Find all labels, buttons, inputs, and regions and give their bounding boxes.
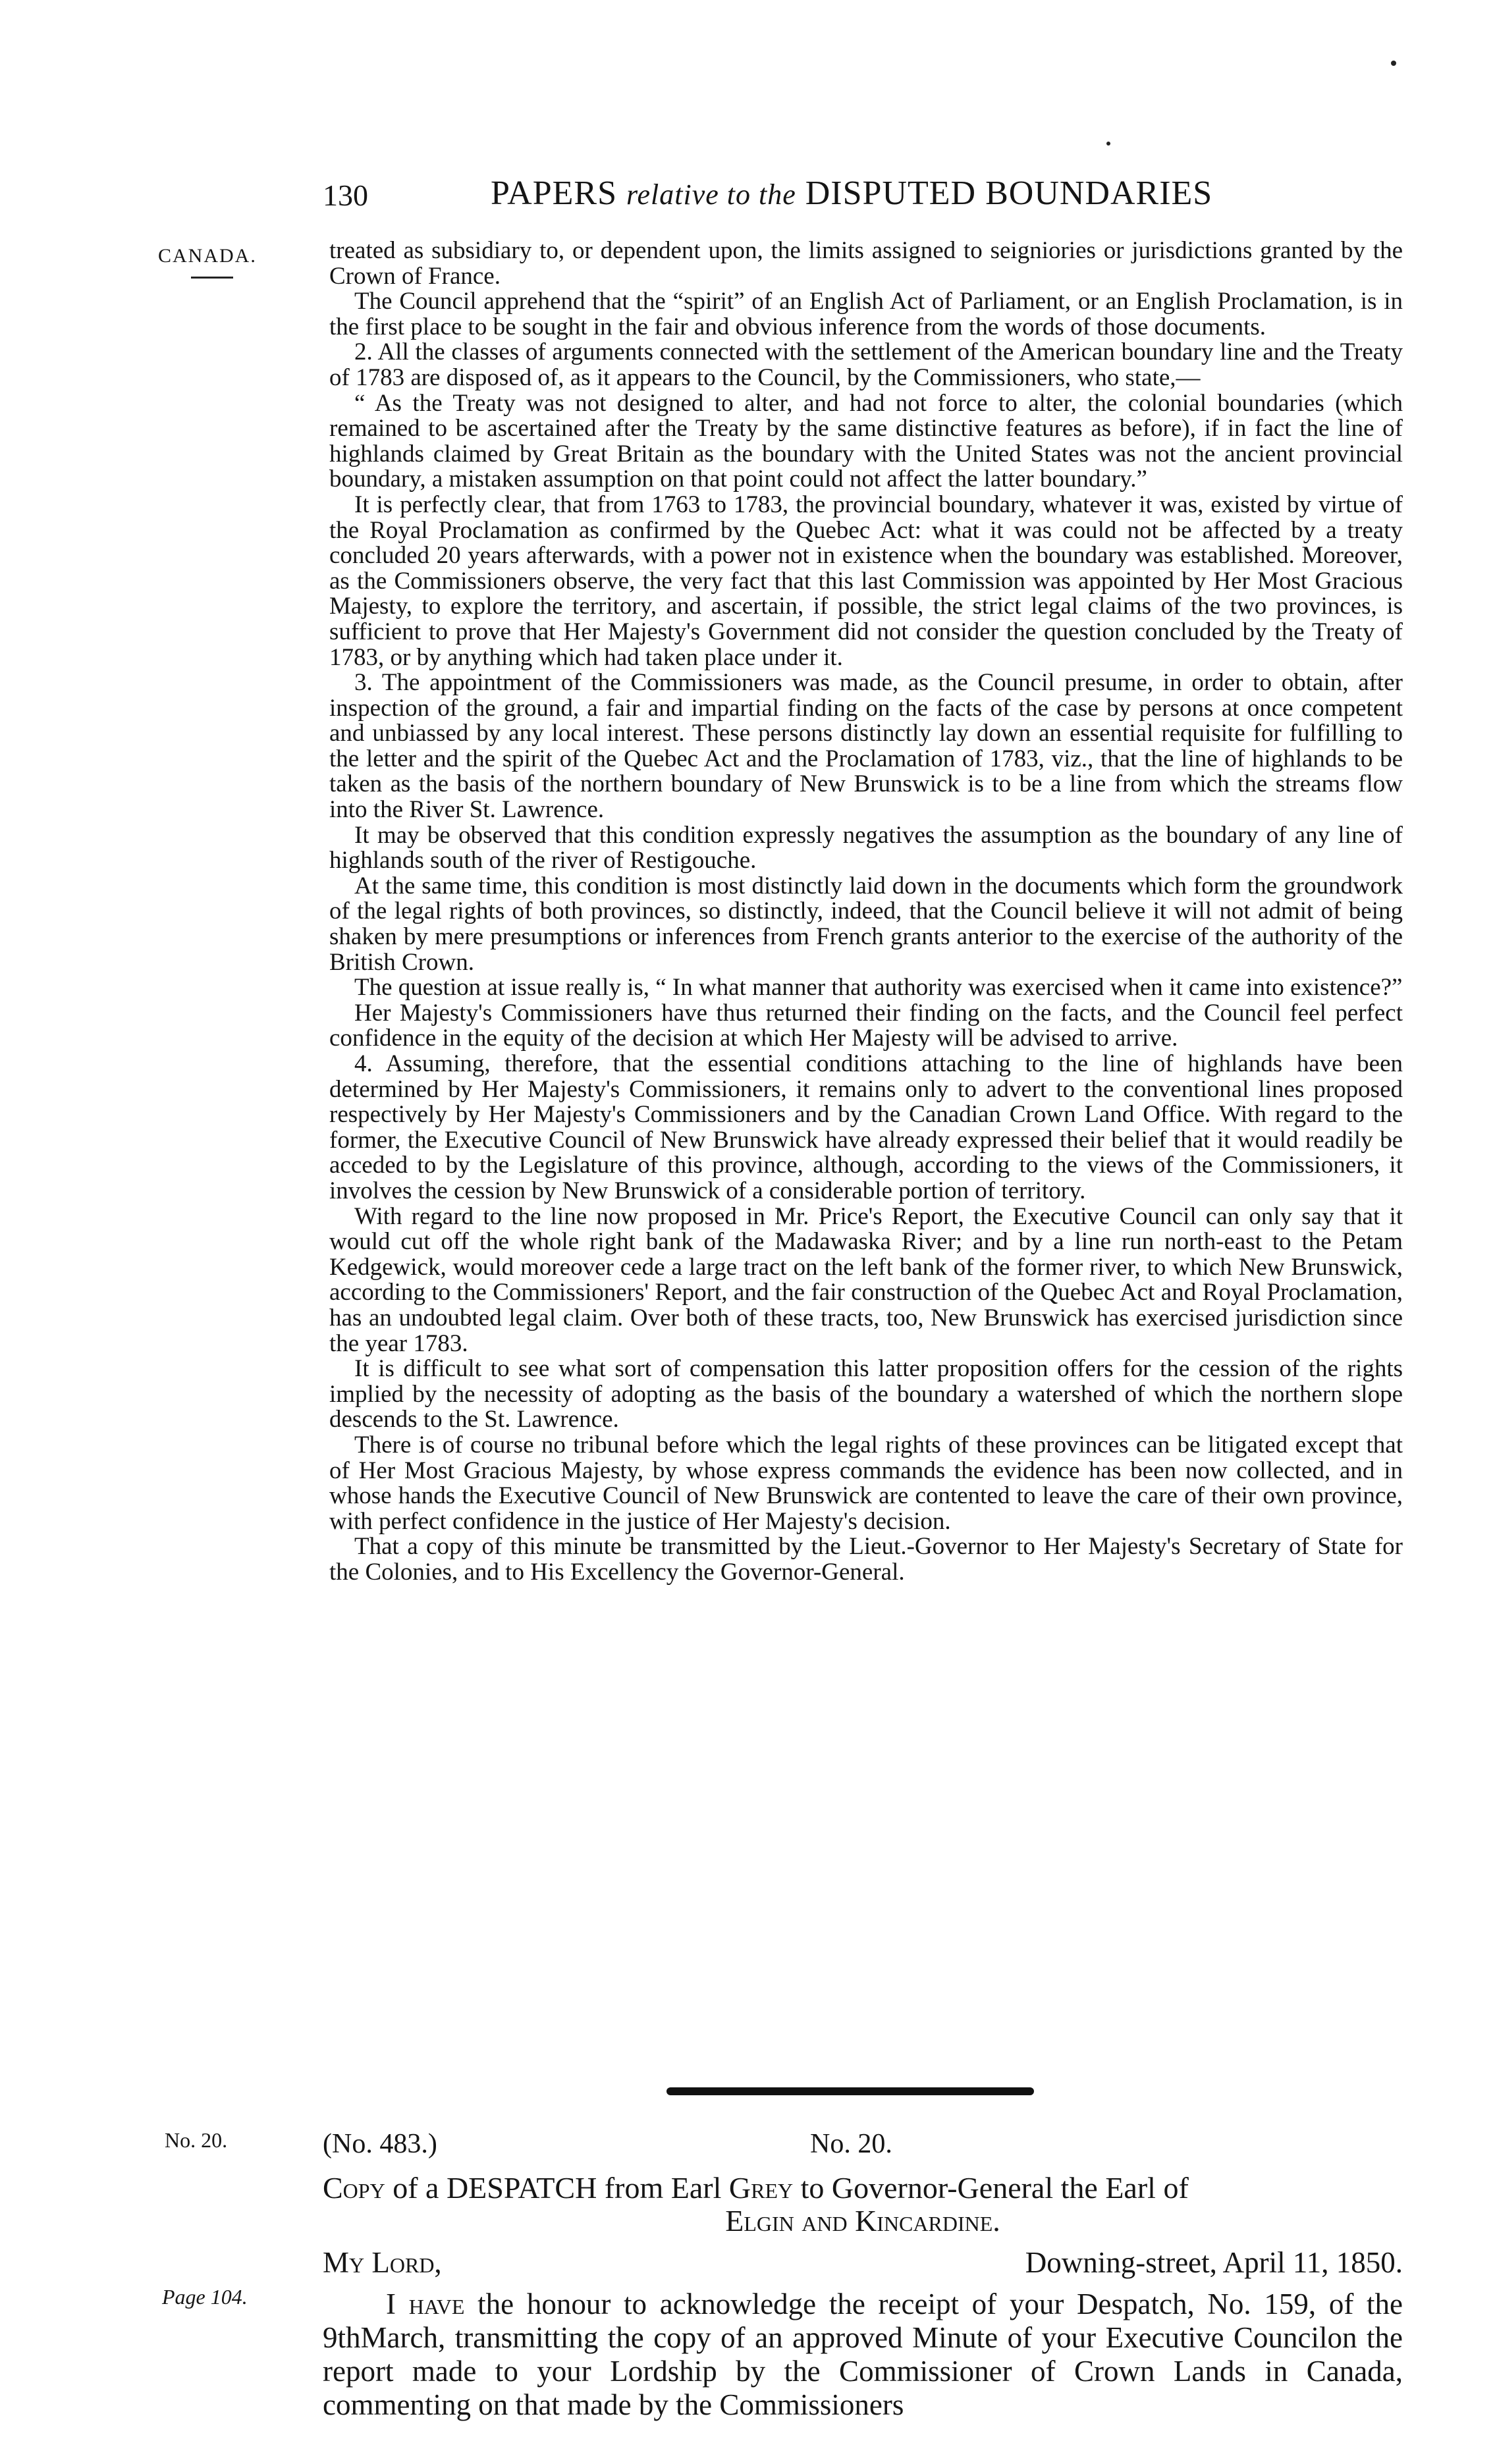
margin-rule — [191, 277, 233, 279]
page-speck — [1391, 61, 1396, 66]
heading-to: to Governor-General the Earl of — [800, 2171, 1189, 2205]
despatch-text — [323, 2288, 1403, 2422]
minute-paragraph: Her Majesty's Commissioners have thus returned their finding on the facts, and the Council feel perfect confidence in the equity of the decision at which Her Majesty will be advised to arrive. — [329, 999, 1403, 1052]
dateline: Downing-street, April 11, 1850. — [1025, 2246, 1403, 2279]
running-title — [491, 174, 1212, 213]
minute-paragraph: 4. Assuming, therefore, that the essential conditions attaching to the line of highlands have been determined by Her Majesty's Commissioners, it remains only to advert to the conventional lines proposed respectively by Her Majesty's Commissioners and by the Canadian Crown Land Office. With regard to the former, the Executive Council of New Brunswick have already expressed their belief that it would readily be acceded to by the Legislature of this province, although, according to the views of the Commissioners, it involves the cession by New Brunswick of a considerable portion of territory. — [329, 1050, 1403, 1204]
heading-from: from Earl — [604, 2171, 722, 2205]
page-number: 130 — [323, 178, 368, 212]
minute-paragraph: With regard to the line now proposed in Mr. Price's Report, the Executive Council can only say that it would cut off the whole right bank of the Madawaska River; and by a line run north-east to the Petam Kedgewick, would moreover cede a large tract on the left bank of the former river, to which New Brunswick, according to the Commissioners' Report, and the fair construction of the Quebec Act and Royal Proclamation, has an undoubted legal claim. Over both of these tracts, too, New Brunswick has exercised jurisdiction since the year 1783. — [329, 1202, 1403, 1357]
section-divider — [666, 2087, 1034, 2095]
running-title-italic: relative to the — [626, 178, 796, 211]
heading-copy: Copy — [323, 2171, 385, 2205]
minute-paragraph: It is perfectly clear, that from 1763 to 1783, the provincial boundary, whatever it was, existed by virtue of the Royal Proclamation as confirmed by the Quebec Act: what it was could not be affected by a treaty concluded 20 years afterwards, with a power not in existence when the boundary was established. Moreover, as the Commissioners observe, the very fact that this last Commission was appointed by Her Most Gracious Majesty, to explore the territory, and ascertain, if possible, the strict legal claims of the two provinces, is sufficient to prove that Her Majesty's Government did not consider the question concluded by the Treaty of 1783, or by anything which had taken place under it. — [329, 491, 1403, 671]
salutation-row — [323, 2245, 1403, 2282]
despatch-heading — [323, 2172, 1403, 2237]
minute-paragraph: 2. All the classes of arguments connected with the settlement of the American boundary line and the Treaty of 1783 are disposed of, as it appears to the Council, by the Commissioners, who state,— — [329, 338, 1403, 391]
running-title-start: PAPERS — [491, 174, 617, 212]
running-title-end: DISPUTED BOUNDARIES — [805, 174, 1213, 212]
minute-paragraph: There is of course no tribunal before which the legal rights of these provinces can be litigated except that of Her Most Gracious Majesty, by whose express commands the evidence has been now collected, and in whose hands the Executive Council of New Brunswick are contented to leave the care of their own province, with perfect confidence in the justice of Her Majesty's decision. — [329, 1431, 1403, 1535]
margin-despatch-number: No. 20. — [165, 2128, 228, 2152]
despatch-body-text: the honour to acknowledge the receipt of your Despatch, No. 159, of the 9thMarch, transmitting the copy of an approved Minute of your Executive Councilon the report made to your Lordship by the Commissioner of Crown Lands in Canada, commenting on that made by the Commissioners — [323, 2288, 1403, 2421]
minute-paragraph: treated as subsidiary to, or dependent upon, the limits assigned to seigniories or jurisdictions granted by the Crown of France. — [329, 237, 1403, 290]
margin-page-reference: Page 104. — [162, 2285, 248, 2309]
running-head — [323, 173, 1258, 219]
minute-paragraph: The question at issue really is, “ In what manner that authority was exercised when it came into existence?” — [354, 974, 1403, 1002]
minute-paragraph: It may be observed that this condition expressly negatives the assumption as the boundary of any line of highlands south of the river of Restigouche. — [329, 821, 1403, 874]
heading-of-a: of a — [393, 2171, 439, 2205]
despatch-number: No. 20. — [810, 2129, 892, 2159]
minute-paragraph: That a copy of this minute be transmitted by the Lieut.-Governor to Her Majesty's Secretary of State for the Colonies, and to His Excellency the Governor-General. — [329, 1533, 1403, 1586]
minute-text — [329, 238, 1403, 1585]
heading-despatch: DESPATCH — [446, 2171, 597, 2205]
margin-colony-label: CANADA. — [158, 245, 257, 267]
despatch-paragraph — [323, 2288, 1403, 2422]
minute-paragraph: At the same time, this condition is most distinctly laid down in the documents which form the groundwork of the legal rights of both provinces, so distinctly, indeed, that the Council believe it will not admit of being shaken by mere presumptions or inferences from French grants anterior to the exercise of the authority of the British Crown. — [329, 872, 1403, 976]
salutation: My Lord, — [323, 2246, 442, 2279]
despatch-numbers — [323, 2128, 1403, 2168]
heading-grey: Grey — [728, 2171, 794, 2205]
minute-paragraph: It is difficult to see what sort of compensation this latter proposition offers for the cession of the rights implied by the necessity of adopting as the basis of the boundary a watershed of which the northern slope descends to the St. Lawrence. — [329, 1355, 1403, 1433]
minute-quotation: “ As the Treaty was not designed to alter, and had not force to alter, the colonial boundaries (which remained to be ascertained after the Treaty by the same distinctive features as before), if in fact the line of highlands claimed by Great Britain as the boundary with the United States was not the ancient provincial boundary, a mistaken assumption on that point could not affect the latter boundary.” — [329, 389, 1403, 493]
minute-paragraph: The Council apprehend that the “spirit” of an English Act of Parliament, or an English Proclamation, is in the first place to be sought in the fair and obvious inference from the words of those documents. — [329, 288, 1403, 340]
despatch-series-number: (No. 483.) — [323, 2129, 437, 2159]
page-speck — [1106, 142, 1110, 146]
minute-paragraph: 3. The appointment of the Commissioners was made, as the Council presume, in order to obtain, after inspection of the ground, a fair and impartial finding on the facts of the case by persons at once competent and unbiassed by any local interest. These persons distinctly lay down an essential requisite for fulfilling to the letter and the spirit of the Quebec Act and the Proclamation of 1783, viz., that the line of highlands to be taken as the basis of the northern boundary of New Brunswick is to be a line from which the streams flow into the River St. Lawrence. — [329, 669, 1403, 824]
opening-words: I have — [386, 2288, 465, 2320]
heading-recipient: Elgin and Kincardine. — [725, 2204, 1000, 2237]
